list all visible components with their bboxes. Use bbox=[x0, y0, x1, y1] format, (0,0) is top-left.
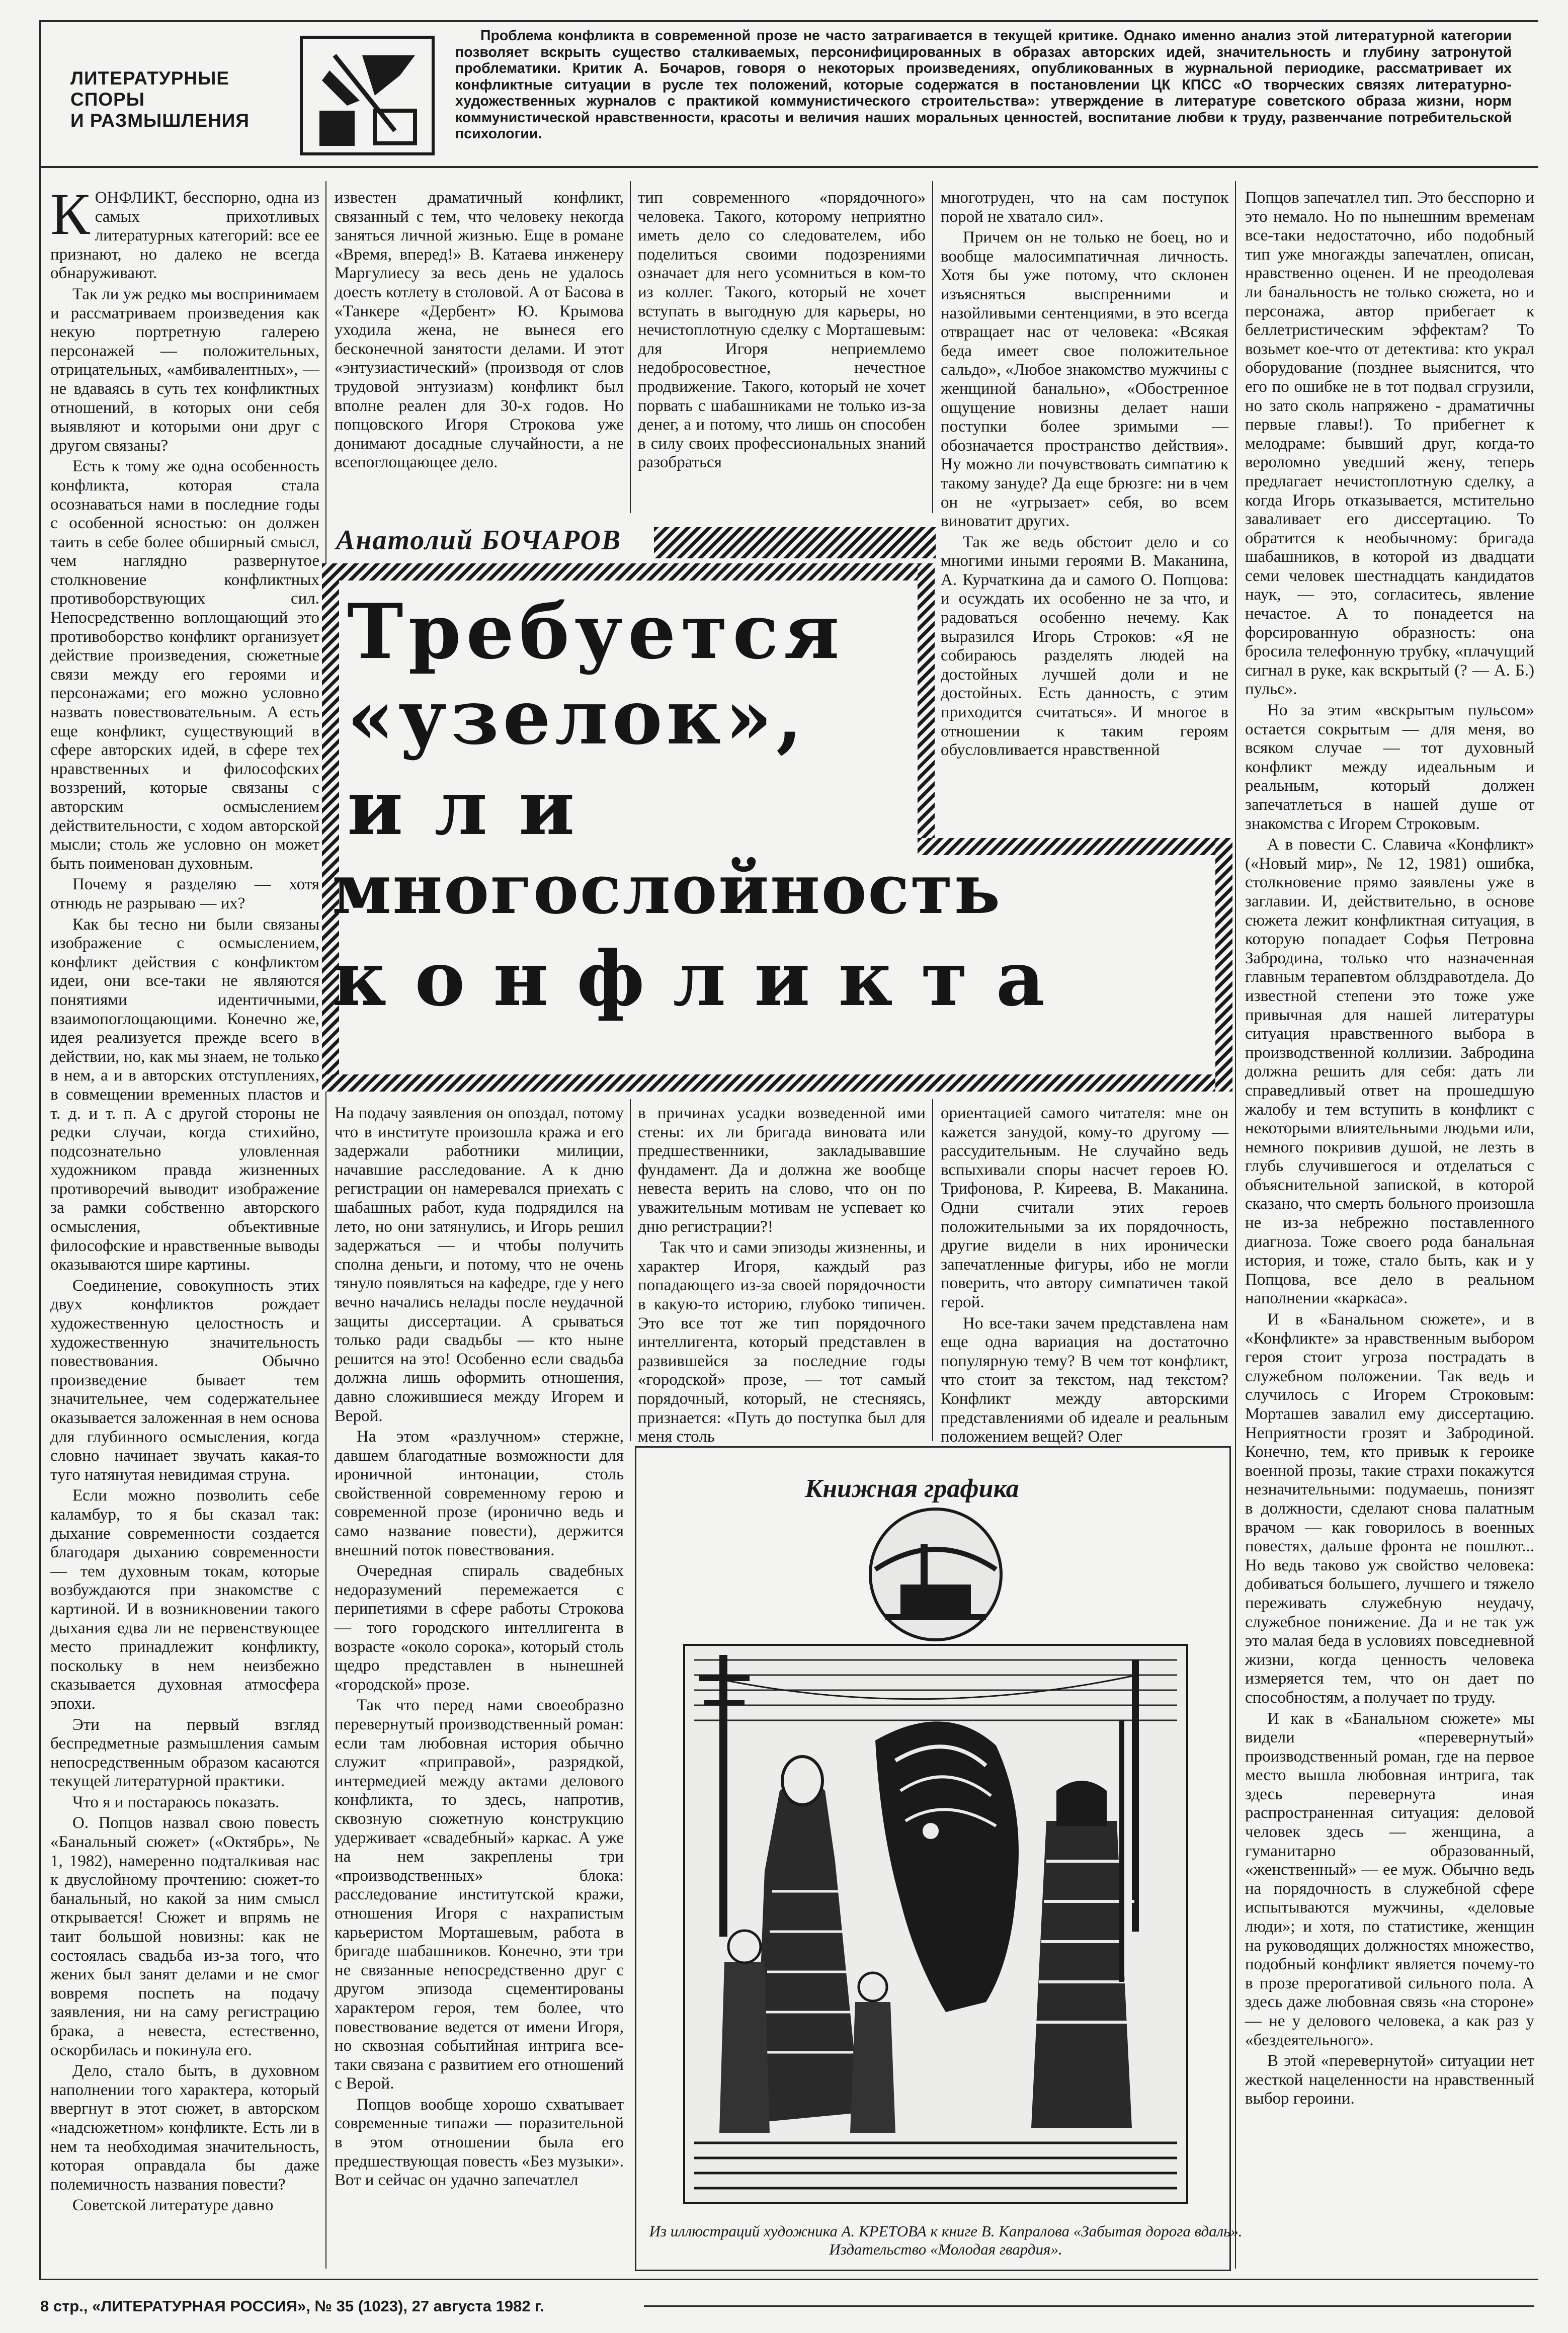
rubric-emblem-icon bbox=[299, 35, 435, 156]
rubric bbox=[70, 68, 282, 131]
column-4-bottom bbox=[941, 1104, 1228, 1446]
column-3-bottom bbox=[638, 1104, 926, 1446]
headline-line-2: «узелок», bbox=[347, 673, 807, 762]
column-rule-6 bbox=[932, 1099, 933, 1441]
paragraph: Если можно позволить себе каламбур, то я бы сказал так: дыхание современности создается благодаря дыханию современности — тем духовным токам, которые возбуждаются при знакомстве с картиной. И в возникновении такого дыхания едва ли не первенствующее место принадлежит конфликту, поскольку в нем неизбежно сказывается духовная атмосфера эпохи. bbox=[50, 1486, 319, 1713]
paragraph: многотруден, что на сам поступок порой не хватало сил». bbox=[941, 189, 1228, 226]
paragraph: И в «Банальном сюжете», и в «Конфликте» за нравственным выбором героя стоит угроза пострадать в служебном положении. Так ведь и случилось с Игорем Строковым: Морташев завалил ему диссертацию. Неприятности грозят и Забродиной. Конечно, тем, кто привык к героике военной прозы, такие страхи покажутся незначительными: подумаешь, понизят в должности, сделают снова палатным врачом — как говорилось в военных повестях, дальше фронта не пошлют... Но ведь таково уж свойство человека: добиваться большего, лучшего и тяжело переживать служебную неудачу, служебное понижение. Да и не так уж это малая беда в условиях повседневной жизни, когда ценность человека измеряется тем, что он дает по способностям, а получает по труду. bbox=[1245, 1310, 1534, 1707]
column-2-bottom bbox=[335, 1104, 624, 2271]
paragraph: Так что и сами эпизоды жизненны, и характер Игоря, каждый раз попадающего из-за своей порядочности в какую-то историю, глубоко типичен. Это все тот же тип порядочного интеллигента, который представлен в развившейся за последние годы «городской» прозе, — тот самый порядочный, который, не стесняясь, признается: «Путь до поступка был для меня столь bbox=[638, 1238, 926, 1446]
paragraph: Есть к тому же одна особенность конфликта, которая стала осознаваться нами в последние годы с особенной ясностью: он должен таить в себе более обширный смысл, чем наглядно развернутое столкновение конфликтных противоборствующих сил. Непосредственно воплощающий это противоборство конфликт организует действие произведения, сюжетные связи между его героями и персонажами; его можно условно назвать повествовательным. А есть еще конфликт, существующий в сфере авторских идей, в сфере тех нравственных и философских воззрений, которые связаны с авторским осмыслением действительности, с ходом авторской мысли; столь же условно он может быть поименован духовным. bbox=[50, 457, 319, 873]
headline-line-1: Требуется bbox=[347, 588, 845, 676]
paragraph: Так что перед нами своеобразно перевернутый производственный роман: если там любовная история обычно служит «приправой», разрядкой, интермедией между актами делового конфликта, то здесь, напротив, сквозную сюжетную конструкцию удерживает «свадебный» каркас. А уже на нем закреплены три «производственных» блока: расследование институтской кражи, отношения Игоря с нахрапистым карьеристом Морташевым, работа в бригаде шабашников. Конечно, эти три не связанные непосредственно друг с другом эпизода сцементированы характером героя, тем более, что повествование ведется от имени Игоря, но сквозная событийная интрига все-таки связана с развитием его отношений с Верой. bbox=[335, 1696, 624, 2093]
drop-cap: К bbox=[50, 181, 90, 247]
paragraph: тип современного «порядочного» человека. Такого, которому неприятно иметь дело со следователем, ибо поделиться своими подозрениями означает для него усомниться в ком-то из коллег. Такого, который не хочет вступать в выгодную для карьеры, но нечистоплотную сделку с Морташевым: для Игоря неприемлемо недобросовестное, нечестное продвижение. Такого, который не хочет порвать с шабашниками не только из-за денег, а и потому, что лишь он способен в силу своих профессиональных знаний разобраться bbox=[638, 189, 926, 472]
rubric-line-3: И РАЗМЫШЛЕНИЯ bbox=[70, 110, 250, 131]
paragraph: известен драматичный конфликт, связанный с тем, что человеку некогда заняться личной жизнью. Еще в романе «Время, вперед!» В. Катаева инженеру Маргулиесу за весь день не удалось доесть котлету в столовой. А от Басова в «Танкере «Дербент» Ю. Крымова уходила жена, не вынеся его бесконечной занятости делами. И этот «энтузиастический» (производя от слов трудовой энтузиазм) конфликт был вполне реален для 30-х годов. Но попцовского Игоря Строкова уже донимают досадные случайности, а не всепоглощающее дело. bbox=[335, 189, 624, 472]
headline-frame-right-upper bbox=[918, 563, 935, 855]
paragraph: в причинах усадки возведенной ими стены: их ли бригада виновата или предшественники, закладывавшие фундамент. Да и должна же вообще невеста верить на слово, что он по уважительным мотивам не успевает ко дню регистрации?! bbox=[638, 1104, 926, 1236]
headline-line-4: многослойность bbox=[332, 849, 1002, 930]
column-rule-1 bbox=[325, 181, 326, 2269]
paragraph: Попцов вообще хорошо схватывает современные типажи — поразительной в этом отношении была его предшествующая повесть «Без музыки». Вот и сейчас он удачно запечатлел bbox=[335, 2095, 624, 2190]
column-rule-5 bbox=[630, 1099, 631, 1441]
column-1 bbox=[50, 181, 319, 2271]
headline-frame-bottom bbox=[322, 1074, 1232, 1092]
column-rule-2 bbox=[630, 181, 631, 513]
paragraph: Так ли уж редко мы воспринимаем и рассматриваем произведения как некую портретную галерею персонажей — положительных, отрицательных, «амбивалентных», — не вдаваясь в суть тех конфликтных отношений, в которых они себя выявляют и которыми они друг с другом связаны? bbox=[50, 285, 319, 455]
paragraph: Попцов запечатлел тип. Это бесспорно и это немало. Но по нынешним временам все-таки недостаточно, ибо подобный тип уже многажды запечатлен, описан, нравственно оценен. И не преодолевая ли банальность не только сюжета, но и персонажа, автор прибегает к беллетристическим эффектам? То возьмет кое-что от детектива: кто украл оборудование (позднее выяснится, что его по ошибке не в тот подвал сгрузили, но зато сколь напряжено - драматичны первые главы!). То прибегнет к мелодраме: бывший друг, когда-то вероломно уведший жену, теперь предлагает нечистоплотную сделку, а когда Игорь отказывается, мстительно заваливает его диссертацию. То обратится к необычному: бригада шабашников, в которой из двадцати семи человек шестнадцать кандидатов наук, — это, согласитесь, явление нечастое. А то понадеется на форсированную образность: она бросила телефонную трубку, «плачущий сигнал в руке, как вскрытый (? — А. Б.) пульс». bbox=[1245, 189, 1534, 699]
paragraph: Причем он не только не боец, но и вообще малосимпатичная личность. Хотя бы уже потому, что склонен изъясняться выспренними и назойливыми сентенциями, в это всегда отвращает нас от человека: «Всякая беда имеет свое положительное сальдо», «Любое знакомство мужчины с женщиной банально», «Обостренное ощущение новизны делает наши поступки более зримыми — обозначается пространство действия». Ну можно ли почувствовать симпатию к такому зануде? Да еще брюзге: ни в чем он не «угрызает» себя, во всем виноватит других. bbox=[941, 228, 1228, 531]
paragraph: Соединение, совокупность этих двух конфликтов рождает художественную целостность и художественную значительность повествования. Обычно произведение бывает тем значительнее, чем содержательнее оказывается заложенная в нем основа для глубинного осмысления, когда словно начинает звучать какая-то туго натянутая невидимая струна. bbox=[50, 1276, 319, 1484]
author-hatch-band bbox=[654, 527, 936, 558]
illustration-caption: Из иллюстраций художника А. КРЕТОВА к книге В. Капралова «Забытая дорога вдаль». Издательство «Молодая гвардия». bbox=[649, 2222, 1243, 2258]
author-name: Анатолий БОЧАРОВ bbox=[336, 525, 622, 556]
column-rule-4 bbox=[1235, 181, 1236, 2269]
rubric-line-2: СПОРЫ bbox=[70, 89, 145, 110]
woodcut-illustration bbox=[664, 1509, 1207, 2213]
paragraph: В этой «перевернутой» ситуации нет жесткой нацеленности на нравственный выбор героини. bbox=[1245, 2052, 1534, 2108]
paragraph: Эти на первый взгляд беспредметные размышления самым непосредственным образом касаются текущей литературной практики. bbox=[50, 1715, 319, 1791]
frame-top-rule bbox=[39, 20, 1538, 22]
headline-line-3: или bbox=[347, 764, 606, 852]
paragraph: КОНФЛИКТ, бесспорно, одна из самых прихотливых литературных категорий: все ее признают, но далеко не всегда обнаруживают. bbox=[50, 181, 319, 283]
paragraph: Как бы тесно ни были связаны изображение с осмыслением, конфликт действия с конфликтом идеи, они все-таки не являются понятиями идентичными, взаимопоглощающими. Конечно же, идея реализуется прежде всего в действии, но, как мы знаем, не только в нем, а и в авторских отступлениях, в совмещении временных пластов и т. д. и т. п. А с другой стороны не редки случаи, когда стихийно, подсознательно уловленная художником правда жизненных противоречий выводит изображение за рамки собственно авторского осмысления, объективные философские и нравственные выводы оказываются шире картины. bbox=[50, 915, 319, 1274]
paragraph: И как в «Банальном сюжете» мы видели «перевернутый» производственный роман, где на первое место вышла любовная интрига, так здесь перевернута иная распространенная ситуация: деловой человек здесь — женщина, а гуманитарно образованный, «женственный» — ее муж. Обычно ведь на порядочность в служебной сфере испытываются мужчины, «деловые люди»; и хотя, по статистике, женщин на руководящих должностях множество, подобный конфликт является почему-то в прозе прерогативой сильного пола. А здесь даже любовная связь «на стороне» — не у делового человека, а как раз у «бездеятельного». bbox=[1245, 1709, 1534, 2049]
column-rule-3 bbox=[932, 181, 933, 513]
headline-frame-top bbox=[322, 563, 935, 580]
book-graphics-title: Книжная графика bbox=[805, 1474, 1019, 1503]
headline-frame-right-lower bbox=[1215, 838, 1232, 1092]
header-bottom-rule bbox=[39, 166, 1538, 168]
footer-line bbox=[644, 2305, 1534, 2307]
column-2-top bbox=[335, 189, 624, 511]
footer-rule bbox=[39, 2279, 1538, 2280]
frame-left-rule bbox=[39, 20, 41, 2279]
paragraph: ориентацией самого читателя: мне он кажется занудой, кому-то другому — рассудительным. Не случайно ведь вспыхивали споры насчет героев Ю. Трифонова, Р. Киреева, В. Маканина. Одни считали этих героев положительными за их порядочность, другие видели в них иронически запечатленные фигуры, ибо не могли поверить, что автору симпатичен такой герой. bbox=[941, 1104, 1228, 1311]
paragraph: Советской литературе давно bbox=[72, 2196, 274, 2215]
paragraph: На этом «разлучном» стержне, давшем благодатные возможности для ироничной интонации, столь свойственной современному герою и современной прозе (иронично ведь и само название повести), держится внешний поток повествования. bbox=[335, 1428, 624, 1559]
paragraph: Дело, стало быть, в духовном наполнении того характера, который ввергнут в этот сюжет, в авторском «надсюжетном» конфликте. Есть ли в нем та необходимая значительность, которая оправдала бы даже полемичность названия повести? bbox=[50, 2062, 319, 2194]
paragraph: Но за этим «вскрытым пульсом» остается сокрытым — для меня, во всяком случае — тот духовный конфликт между идеальным и реальным, который должен запечатлеться в нашей душе от знакомства с Игорем Строковым. bbox=[1245, 701, 1534, 833]
paragraph: Очередная спираль свадебных недоразумений перемежается с перипетиями в сфере работы Строкова — того городского интеллигента в возрасте «около сорока», который столь щедро представлен в нынешней «городской» прозе. bbox=[335, 1562, 624, 1694]
paragraph: А в повести С. Славича «Конфликт» («Новый мир», № 12, 1981) ошибка, столкновение прямо заявлены уже в заглавии. И, действительно, в основе сюжета лежит конфликтная ситуация, в которую попадает Софья Петровна Забродина, только что назначенная главным терапевтом облздравотдела. До известной степени это тоже уже привычная для нашей литературы ситуация нравственного выбора в производственной коллизии. Забродина должна решить для себя: дать ли справедливый ответ на прошедшую жалобу и тем вступить в конфликт с некоторыми влиятельными людьми или, немного покривив душой, не лезть в глубь случившегося и отделаться с объяснительной запиской, в которой сказано, что смерть больного произошла не из-за небрежно поставленного диагноза. Тоже своего рода банальная история, и тоже, стало быть, как и у Попцова, все дело в реальном наполнении «каркаса». bbox=[1245, 836, 1534, 1308]
rubric-line-1: ЛИТЕРАТУРНЫЕ bbox=[70, 68, 230, 89]
paragraph: Но все-таки зачем представлена нам еще одна вариация на достаточно популярную тему? В чем тот конфликт, что стоит за текстом, над текстом? Конфликт между авторскими представлениями об идеале и реальным положением вещей? Олег bbox=[941, 1314, 1228, 1446]
lead-paragraph: Проблема конфликта в современной прозе не часто затрагивается в текущей критике. Однако именно анализ этой литературной категории позволяет вскрыть существо сталкиваемых, персонифицированных в образах авторских идей, значительность и глубину затронутой проблематики. Критик А. Бочаров, говоря о некоторых произведениях, опубликованных в журнальной периодике, рассматривает их конфликтные ситуации в русле тех положений, которые содержатся в постановлении ЦК КПСС «О творческих связях литературно-художественных журналов с практикой коммунистического строительства»: утверждение в литературе советского образа жизни, норм коммунистической нравственности, красоты и величия наших моральных ценностей, воспитание любви к труду, развенчание потребительской психологии. bbox=[455, 28, 1512, 142]
headline-line-5: конфликта bbox=[332, 935, 1073, 1023]
paragraph: О. Попцов назвал свою повесть «Банальный сюжет» («Октябрь», № 1, 1982), намеренно подталкивая нас к двуслойному прочтению: сюжет-то банальный, но какой за ним смысл открывается! Сюжет и впрямь не таит большой новизны: как не состоялась свадьба из-за того, что жених был занят делами и не смог вовремя поспеть на подачу заявления, ни на саму регистрацию брака, а невеста, естественно, оскорбилась и покинула его. bbox=[50, 1814, 319, 2059]
column-3-top bbox=[638, 189, 926, 511]
paragraph: Почему я разделяю — хотя отнюдь не разрываю — их? bbox=[50, 875, 319, 912]
paragraph: На подачу заявления он опоздал, потому что в институте произошла кража и его задержали работники милиции, начавшие расследование. А к дню регистрации он намеревался приехать с шабашных работ, куда подрядился на лето, но они затянулись, и Игорь решил задержаться — и чтобы получить сполна деньги, и потому, что не очень тянуло появляться на кафедре, где у него вечно начались нелады после неудачной защиты диссертации. А срываться только ради свадьбы — кто ныне решится на это! Особенно если свадьба должна лишь оформить отношения, давно сложившиеся между Игорем и Верой. bbox=[335, 1104, 624, 1425]
column-4-top bbox=[941, 189, 1228, 913]
page-footer: 8 стр., «ЛИТЕРАТУРНАЯ РОССИЯ», № 35 (1023), 27 августа 1982 г. bbox=[40, 2297, 544, 2315]
paragraph: Так же ведь обстоит дело и со многими иными героями В. Маканина, А. Курчаткина да и самого О. Попцова: и осуждать их особенно не за что, и радоваться особенно нечему. Как выразился Игорь Строков: «Я не собираюсь разделять людей на достойных лучшей доли и не достойных. Есть данность, с этим приходится считаться». И многое в отношении к таким героям обусловливается нравственной bbox=[941, 533, 1228, 760]
column-5 bbox=[1245, 189, 1534, 2274]
paragraph: Что я и постараюсь показать. bbox=[72, 1793, 280, 1811]
